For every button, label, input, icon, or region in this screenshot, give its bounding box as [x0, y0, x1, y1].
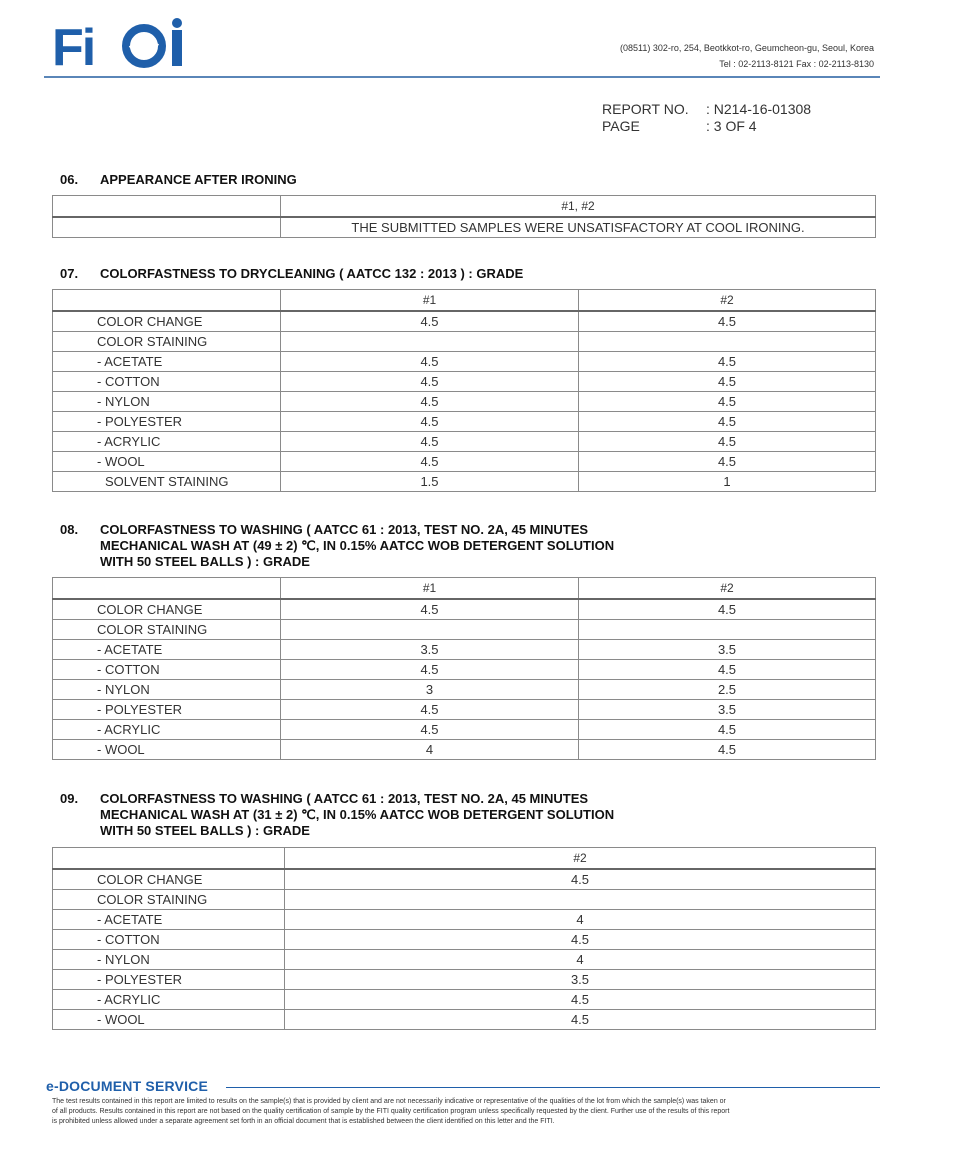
- grade-cell: 4.5: [579, 412, 876, 432]
- section-09: [52, 791, 876, 1030]
- section-06-title: APPEARANCE AFTER IRONING: [100, 172, 297, 187]
- table-row: [53, 890, 876, 910]
- grade-cell: [579, 332, 876, 352]
- table-row: [53, 311, 876, 332]
- grade-cell: 4.5: [281, 720, 579, 740]
- table-row: [53, 392, 876, 412]
- table-row: [53, 472, 876, 492]
- table-header-row: [53, 848, 876, 870]
- row-label: - COTTON: [53, 372, 281, 392]
- grade-cell: [285, 890, 876, 910]
- table-row: [53, 930, 876, 950]
- footer-divider: [226, 1087, 880, 1088]
- row-label: - ACETATE: [53, 640, 281, 660]
- empty-cell: [53, 217, 281, 238]
- section-06: [52, 172, 876, 238]
- grade-cell: 1: [579, 472, 876, 492]
- grade-cell: 4.5: [281, 432, 579, 452]
- section-08-heading: [52, 522, 876, 570]
- row-label: - ACRYLIC: [53, 720, 281, 740]
- grade-cell: 1.5: [281, 472, 579, 492]
- section-09-heading: [52, 791, 876, 839]
- washing-49-table: [52, 577, 876, 760]
- table-row: [53, 680, 876, 700]
- table-row: [53, 950, 876, 970]
- table-row: [53, 910, 876, 930]
- section-08-number: 08.: [60, 522, 79, 537]
- table-row: [53, 332, 876, 352]
- grade-cell: 4.5: [281, 392, 579, 412]
- grade-cell: 4: [285, 910, 876, 930]
- column-header: #2: [579, 290, 876, 312]
- row-label: - ACRYLIC: [53, 432, 281, 452]
- section-08: [52, 522, 876, 760]
- page-value: : 3 OF 4: [706, 118, 757, 134]
- grade-cell: 4.5: [579, 352, 876, 372]
- empty-cell: [53, 578, 281, 600]
- grade-cell: 4.5: [281, 412, 579, 432]
- table-header-row: [53, 290, 876, 312]
- washing-31-table: [52, 847, 876, 1030]
- row-label: COLOR STAINING: [53, 890, 285, 910]
- row-label: - NYLON: [53, 680, 281, 700]
- column-header: #1: [281, 290, 579, 312]
- grade-cell: 3.5: [579, 700, 876, 720]
- grade-cell: 3.5: [285, 970, 876, 990]
- row-label: - COTTON: [53, 930, 285, 950]
- table-row: [53, 660, 876, 680]
- table-row: [53, 217, 876, 238]
- grade-cell: 4: [285, 950, 876, 970]
- grade-cell: 4.5: [281, 700, 579, 720]
- table-row: [53, 372, 876, 392]
- header-divider: [44, 76, 880, 78]
- section-08-title: COLORFASTNESS TO WASHING ( AATCC 61 : 2013, TEST NO. 2A, 45 MINUTES MECHANICAL WASH AT (49 ± 2) ℃, IN 0.15% AATCC WOB DETERGENT SOLUTION WITH 50 STEEL BALLS ) : GRADE: [100, 522, 615, 569]
- grade-cell: 4.5: [285, 990, 876, 1010]
- row-label: - WOOL: [53, 452, 281, 472]
- fiti-logo: [52, 18, 202, 74]
- row-label: - WOOL: [53, 740, 281, 760]
- report-no-label: REPORT NO.: [602, 101, 689, 117]
- grade-cell: 4.5: [579, 372, 876, 392]
- grade-cell: 4.5: [579, 452, 876, 472]
- column-header: #2: [285, 848, 876, 870]
- empty-cell: [53, 196, 281, 218]
- company-contact: Tel : 02-2113-8121 Fax : 02-2113-8130: [719, 59, 874, 69]
- report-no-value: : N214-16-01308: [706, 101, 812, 117]
- grade-cell: 2.5: [579, 680, 876, 700]
- row-label: - POLYESTER: [53, 412, 281, 432]
- column-header: #2: [579, 578, 876, 600]
- section-07-title: COLORFASTNESS TO DRYCLEANING ( AATCC 132 : 2013 ) : GRADE: [100, 266, 524, 281]
- empty-cell: [53, 848, 285, 870]
- table-row: [53, 869, 876, 890]
- row-label: COLOR CHANGE: [53, 311, 281, 332]
- row-label: COLOR STAINING: [53, 620, 281, 640]
- grade-cell: 4: [281, 740, 579, 760]
- row-label: - ACETATE: [53, 352, 281, 372]
- row-label: - COTTON: [53, 660, 281, 680]
- page-label: PAGE: [602, 118, 640, 134]
- row-label: - NYLON: [53, 950, 285, 970]
- grade-cell: 4.5: [579, 311, 876, 332]
- table-row: [53, 352, 876, 372]
- table-row: [53, 700, 876, 720]
- report-meta: [602, 101, 811, 135]
- row-label: - WOOL: [53, 1010, 285, 1030]
- grade-cell: 4.5: [281, 452, 579, 472]
- row-label: - NYLON: [53, 392, 281, 412]
- table-header-row: [53, 196, 876, 218]
- table-row: [53, 412, 876, 432]
- row-label: COLOR CHANGE: [53, 599, 281, 620]
- grade-cell: 3.5: [281, 640, 579, 660]
- svg-text:Fi: Fi: [52, 19, 95, 74]
- grade-cell: 3: [281, 680, 579, 700]
- ironing-result: THE SUBMITTED SAMPLES WERE UNSATISFACTORY AT COOL IRONING.: [281, 217, 876, 238]
- grade-cell: 4.5: [579, 720, 876, 740]
- table-row: [53, 452, 876, 472]
- table-row: [53, 620, 876, 640]
- company-address: (08511) 302-ro, 254, Beotkkot-ro, Geumcheon-gu, Seoul, Korea: [620, 43, 874, 53]
- table-row: [53, 599, 876, 620]
- grade-cell: 4.5: [281, 311, 579, 332]
- table-row: [53, 1010, 876, 1030]
- table-header-row: [53, 578, 876, 600]
- table-row: [53, 740, 876, 760]
- ironing-table: [52, 195, 876, 238]
- grade-cell: 4.5: [285, 930, 876, 950]
- drycleaning-table: [52, 289, 876, 492]
- grade-cell: [281, 620, 579, 640]
- section-09-title: COLORFASTNESS TO WASHING ( AATCC 61 : 2013, TEST NO. 2A, 45 MINUTES MECHANICAL WASH AT (31 ± 2) ℃, IN 0.15% AATCC WOB DETERGENT SOLUTION WITH 50 STEEL BALLS ) : GRADE: [100, 791, 615, 838]
- grade-cell: 4.5: [579, 599, 876, 620]
- grade-cell: 4.5: [281, 660, 579, 680]
- grade-cell: 4.5: [579, 392, 876, 412]
- row-label: - ACETATE: [53, 910, 285, 930]
- grade-cell: 4.5: [281, 372, 579, 392]
- section-07-heading: [52, 266, 876, 282]
- table-row: [53, 970, 876, 990]
- grade-cell: 4.5: [281, 599, 579, 620]
- table-row: [53, 640, 876, 660]
- section-09-number: 09.: [60, 791, 79, 806]
- footer-disclaimer: The test results contained in this report are limited to results on the sample(s) that is provided by client and are not necessarily indicative or representative of the qualities of the lot from which the sample(s) was taken or of all products. Results contained in this report are not based on the quality certification of sample by the FITI quality certification program unless specifically requested by the client. Further use of the results of this report is prohibited unless allowed under a separate agreement set forth in an official document that is established between the client identified on this letter and the FITI.: [52, 1098, 730, 1125]
- grade-cell: 4.5: [285, 1010, 876, 1030]
- empty-cell: [53, 290, 281, 312]
- section-06-number: 06.: [60, 172, 79, 187]
- table-row: [53, 720, 876, 740]
- grade-cell: 4.5: [579, 660, 876, 680]
- grade-cell: 4.5: [281, 352, 579, 372]
- row-label: - POLYESTER: [53, 970, 285, 990]
- row-label: - POLYESTER: [53, 700, 281, 720]
- row-label: COLOR STAINING: [53, 332, 281, 352]
- e-document-service-title: e-DOCUMENT SERVICE: [46, 1078, 209, 1094]
- column-header: #1, #2: [281, 196, 876, 218]
- grade-cell: 4.5: [579, 432, 876, 452]
- grade-cell: [579, 620, 876, 640]
- grade-cell: 4.5: [579, 740, 876, 760]
- grade-cell: 3.5: [579, 640, 876, 660]
- column-header: #1: [281, 578, 579, 600]
- section-07-number: 07.: [60, 266, 79, 281]
- row-label: COLOR CHANGE: [53, 869, 285, 890]
- table-row: [53, 432, 876, 452]
- section-07: [52, 266, 876, 492]
- grade-cell: 4.5: [285, 869, 876, 890]
- row-label: - ACRYLIC: [53, 990, 285, 1010]
- company-address-block: [620, 40, 874, 72]
- grade-cell: [281, 332, 579, 352]
- row-label: SOLVENT STAINING: [53, 472, 281, 492]
- table-row: [53, 990, 876, 1010]
- section-06-heading: [52, 172, 876, 188]
